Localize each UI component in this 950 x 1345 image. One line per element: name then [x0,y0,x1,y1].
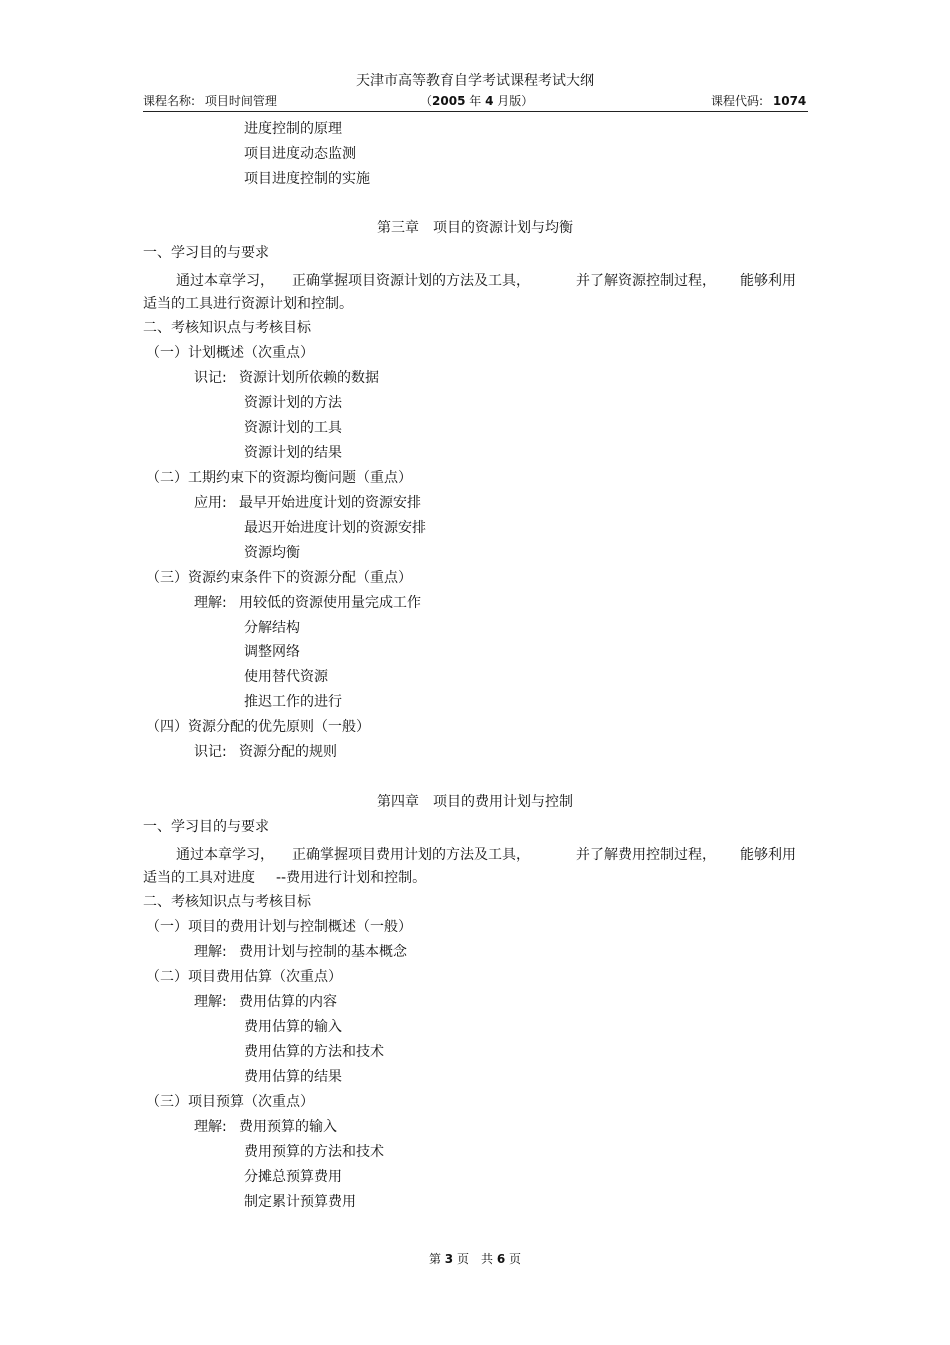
objective-label: 理解: [194,1119,227,1135]
paragraph-fragment: 通过本章学习， [176,847,274,863]
edition-mid: 年 [469,94,482,108]
list-item: 项目进度动态监测 [244,146,356,162]
topic-heading: （三）项目预算（次重点） [146,1094,314,1110]
course-code-value: 1074 [772,94,807,108]
objective-label: 理解: [194,595,227,611]
topic-heading: （一）项目的费用计划与控制概述（一般） [146,919,412,935]
edition [420,92,533,109]
paragraph-fragment: 并了解费用控制过程， [576,847,716,863]
objective-label: 理解: [194,994,227,1010]
paragraph-line: 适当的工具进行资源计划和控制。 [143,296,353,312]
list-item: 调整网络 [244,644,300,660]
topic-heading: （一）计划概述（次重点） [146,345,314,361]
list-item: 费用估算的输入 [244,1019,342,1035]
course-name-label: 课程名称: [143,94,196,108]
paragraph-fragment: 正确掌握项目费用计划的方法及工具， [292,847,530,863]
topic-heading: （四）资源分配的优先原则（一般） [146,719,370,735]
edition-year: 2005 [432,94,466,108]
paragraph-fragment: 适当的工具对进度 [143,870,255,886]
paragraph-fragment: 并了解资源控制过程， [576,273,716,289]
course-code-label: 课程代码: [711,94,764,108]
list-item: 费用预算的方法和技术 [244,1144,384,1160]
paragraph-fragment: 正确掌握项目资源计划的方法及工具， [292,273,530,289]
list-item: 资源均衡 [244,545,300,561]
course-code [711,92,806,109]
list-item: 分解结构 [244,620,300,636]
list-item: 资源计划的结果 [244,445,342,461]
topic-heading: （三）资源约束条件下的资源分配（重点） [146,570,412,586]
edition-month: 4 [485,94,494,108]
list-item: 推迟工作的进行 [244,694,342,710]
page-footer [0,1250,950,1267]
list-item: 最迟开始进度计划的资源安排 [244,520,426,536]
section-heading: 二、考核知识点与考核目标 [143,320,311,336]
list-item: 最早开始进度计划的资源安排 [239,495,421,511]
paragraph-fragment: 通过本章学习， [176,273,274,289]
paragraph-fragment: 能够利用 [740,273,796,289]
list-item: 进度控制的原理 [244,121,342,137]
list-item: 制定累计预算费用 [244,1194,356,1210]
list-item: 费用估算的内容 [239,994,337,1010]
section-heading: 二、考核知识点与考核目标 [143,894,311,910]
page-total: 6 [496,1252,506,1266]
edition-close: 月版） [497,94,534,108]
paragraph-fragment: --费用进行计划和控制。 [276,870,427,886]
paragraph-fragment: 能够利用 [740,847,796,863]
edition-open: （ [420,94,433,108]
course-name [143,92,277,109]
list-item: 用较低的资源使用量完成工作 [239,595,421,611]
topic-heading: （二）工期约束下的资源均衡问题（重点） [146,470,412,486]
list-item: 资源计划所依赖的数据 [239,370,379,386]
list-item: 项目进度控制的实施 [244,171,370,187]
objective-label: 应用: [194,495,227,511]
page-number: 3 [444,1252,454,1266]
page-post: 页 [509,1252,522,1266]
list-item: 使用替代资源 [244,669,328,685]
chapter-title: 第四章 项目的费用计划与控制 [377,794,573,810]
course-name-value: 项目时间管理 [204,94,277,108]
chapter-title: 第三章 项目的资源计划与均衡 [377,220,573,236]
header-rule [143,111,808,112]
topic-heading: （二）项目费用估算（次重点） [146,969,342,985]
list-item: 费用预算的输入 [239,1119,337,1135]
list-item: 费用估算的方法和技术 [244,1044,384,1060]
page-mid: 页 共 [456,1252,493,1266]
objective-label: 理解: [194,944,227,960]
list-item: 费用计划与控制的基本概念 [239,944,407,960]
page-pre: 第 [428,1252,441,1266]
document-title: 天津市高等教育自学考试课程考试大纲 [356,73,594,89]
list-item: 资源计划的方法 [244,395,342,411]
list-item: 资源计划的工具 [244,420,342,436]
section-heading: 一、学习目的与要求 [143,245,269,261]
objective-label: 识记: [194,370,227,386]
list-item: 资源分配的规则 [239,744,337,760]
section-heading: 一、学习目的与要求 [143,819,269,835]
list-item: 分摊总预算费用 [244,1169,342,1185]
list-item: 费用估算的结果 [244,1069,342,1085]
objective-label: 识记: [194,744,227,760]
